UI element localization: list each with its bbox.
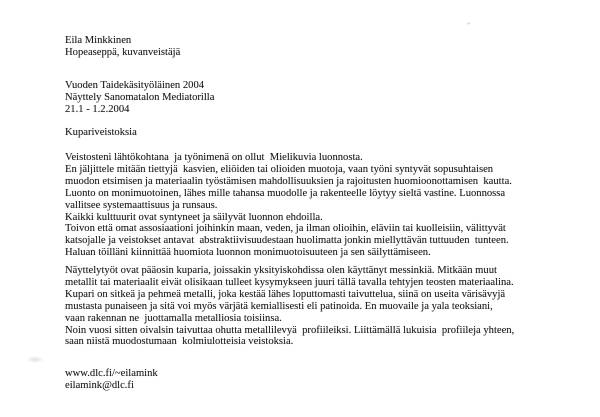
exhibition-dates: 21.1 - 1.2.2004 <box>65 103 130 115</box>
text-line: Näyttelytyöt ovat pääosin kuparia, joissakin yksityiskohdissa olen käyttänyt messinkiä. Mitkään muut <box>65 265 497 276</box>
website-text: www.dlc.fi/~eilamink <box>65 368 158 379</box>
text-line: mustasta punaiseen ja sitä voi myös värjätä kemiallisesti eli patinoida. En muovaile ja yala teoksiani, <box>65 300 493 312</box>
contact-block <box>65 368 158 392</box>
text-line: En jäljittele mitään tiettyjä kasvien, eliöiden tai olioiden muotoja, vaan työni syntyvät sopusuhtaisen <box>65 163 494 175</box>
heading-text: Kupariveistoksia <box>65 127 137 138</box>
exhibition-award: Vuoden Taidekäsityöläinen 2004 <box>65 80 205 91</box>
text-line: Noin vuosi sitten oivalsin taivuttaa ohutta metallilevyä profiileiksi. Liittämällä lukuisia profiileja yhteen, <box>65 324 515 336</box>
paragraph-1 <box>65 152 512 259</box>
text-line: muodon etsimisen ja materiaalin työstämisen mahdollisuuksien ja rajoitusten huomioonottamisen kautta. <box>65 175 512 187</box>
text-line: Veistosteni lähtökohtana ja työnimenä on ollut Mielikuvia luonnosta. <box>65 152 363 163</box>
text-line: Kaikki kulttuurit ovat syntyneet ja säilyvät luonnon ehdoilla. <box>65 211 323 223</box>
exhibition-venue: Näyttely Sanomatalon Mediatorilla <box>65 91 215 103</box>
text-line: saan niistä muodostumaan kolmiulotteisia veistoksia. <box>65 336 294 348</box>
exhibition-block <box>65 80 214 116</box>
text-line: katsojalle ja veistokset antavat abstraktiivisuudestaan huolimatta jonkin miellyttävän tuttuuden tunteen. <box>65 235 509 247</box>
text-line: Haluan töilläni kiinnittää huomiota luonnon monimuotoisuuteen ja sen säilyttämiseen. <box>65 247 431 259</box>
text-line: Kupari on sitkeä ja pehmeä metalli, joka kestää lähes loputtomasti taivuttelua, siinä on useita värisävyjä <box>65 288 506 300</box>
section-heading <box>65 127 137 139</box>
author-title: Hopeaseppä, kuvanveistäjä <box>65 46 181 58</box>
text-line: vallitsee systemaattisuus ja runsaus. <box>65 199 218 211</box>
email-text: eilamink@dlc.fi <box>65 379 134 391</box>
text-line: vaan rakennan ne juottamalla metalliosia toisiinsa. <box>65 312 282 324</box>
text-line: Luonto on monimuotoinen, lähes mille tahansa muodolle ja rakenteelle löytyy sieltä vastine. Luonnossa <box>65 187 506 199</box>
text-line: metallit tai materiaalit eivät olisikaan tulleet kysymykseen juuri tällä tavalla tehtyjen teosten materiaalina. <box>65 276 514 288</box>
text-line: Toivon että omat assosiaationi joihinkin maan, veden, ja ilman olioihin, eläviin tai kuolleisiin, välittyvät <box>65 223 506 235</box>
paragraph-2 <box>65 265 514 348</box>
author-name: Eila Minkkinen <box>65 35 132 46</box>
scan-artifact-smudge <box>26 356 44 363</box>
scan-artifact-dot <box>466 22 471 25</box>
author-block <box>65 35 180 59</box>
